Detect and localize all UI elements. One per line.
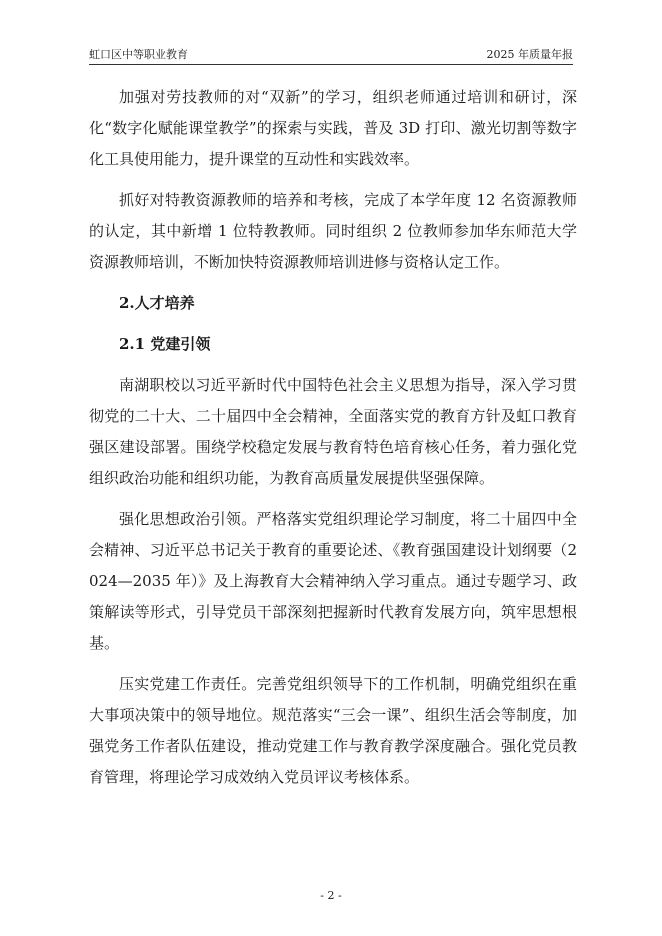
document-body (89, 82, 577, 803)
header-right-title: 2025 年质量年报 (486, 48, 573, 61)
paragraph: 强化思想政治引领。严格落实党组织理论学习制度，将二十届四中全会精神、习近平总书记关于教育的重要论述、《教育强国建设计划纲要（2024—2035 年）》及上海教育大会精神纳入学习重点。通过专题学习、政策解读等形式，引导党员干部深刻把握新时代教育发展方向，筑牢思想根基。 (89, 510, 577, 652)
paragraph: 抓好对特教资源教师的培养和考核，完成了本学年度 12 名资源教师的认定，其中新增 1 位特教教师。同时组织 2 位教师参加华东师范大学资源教师培训，不断加快特资源教师培训进修与资格认定工作。 (89, 191, 577, 271)
paragraph: 压实党建工作责任。完善党组织领导下的工作机制，明确党组织在重大事项决策中的领导地位。规范落实“三会一课”、组织生活会等制度，加强党务工作者队伍建设，推动党建工作与教育教学深度融合。强化党员教育管理，将理论学习成效纳入党员评议考核体系。 (89, 675, 577, 786)
section-heading: 2.人才培养 (119, 294, 195, 312)
subsection-heading: 2.1 党建引领 (119, 335, 211, 353)
header-left-title: 虹口区中等职业教育 (89, 48, 188, 61)
paragraph: 南湖职校以习近平新时代中国特色社会主义思想为指导，深入学习贯彻党的二十大、二十届四中全会精神，全面落实党的教育方针及虹口教育强区建设部署。围绕学校稳定发展与教育特色培育核心任务，着力强化党组织政治功能和组织功能，为教育高质量发展提供坚强保障。 (89, 376, 577, 487)
page-header (89, 44, 573, 65)
page-number: - 2 - (320, 889, 342, 902)
paragraph: 加强对劳技教师的对“双新”的学习，组织老师通过培训和研讨，深化“数字化赋能课堂教学”的探索与实践，普及 3D 打印、激光切割等数字化工具使用能力，提升课堂的互动性和实践效率。 (89, 88, 577, 168)
